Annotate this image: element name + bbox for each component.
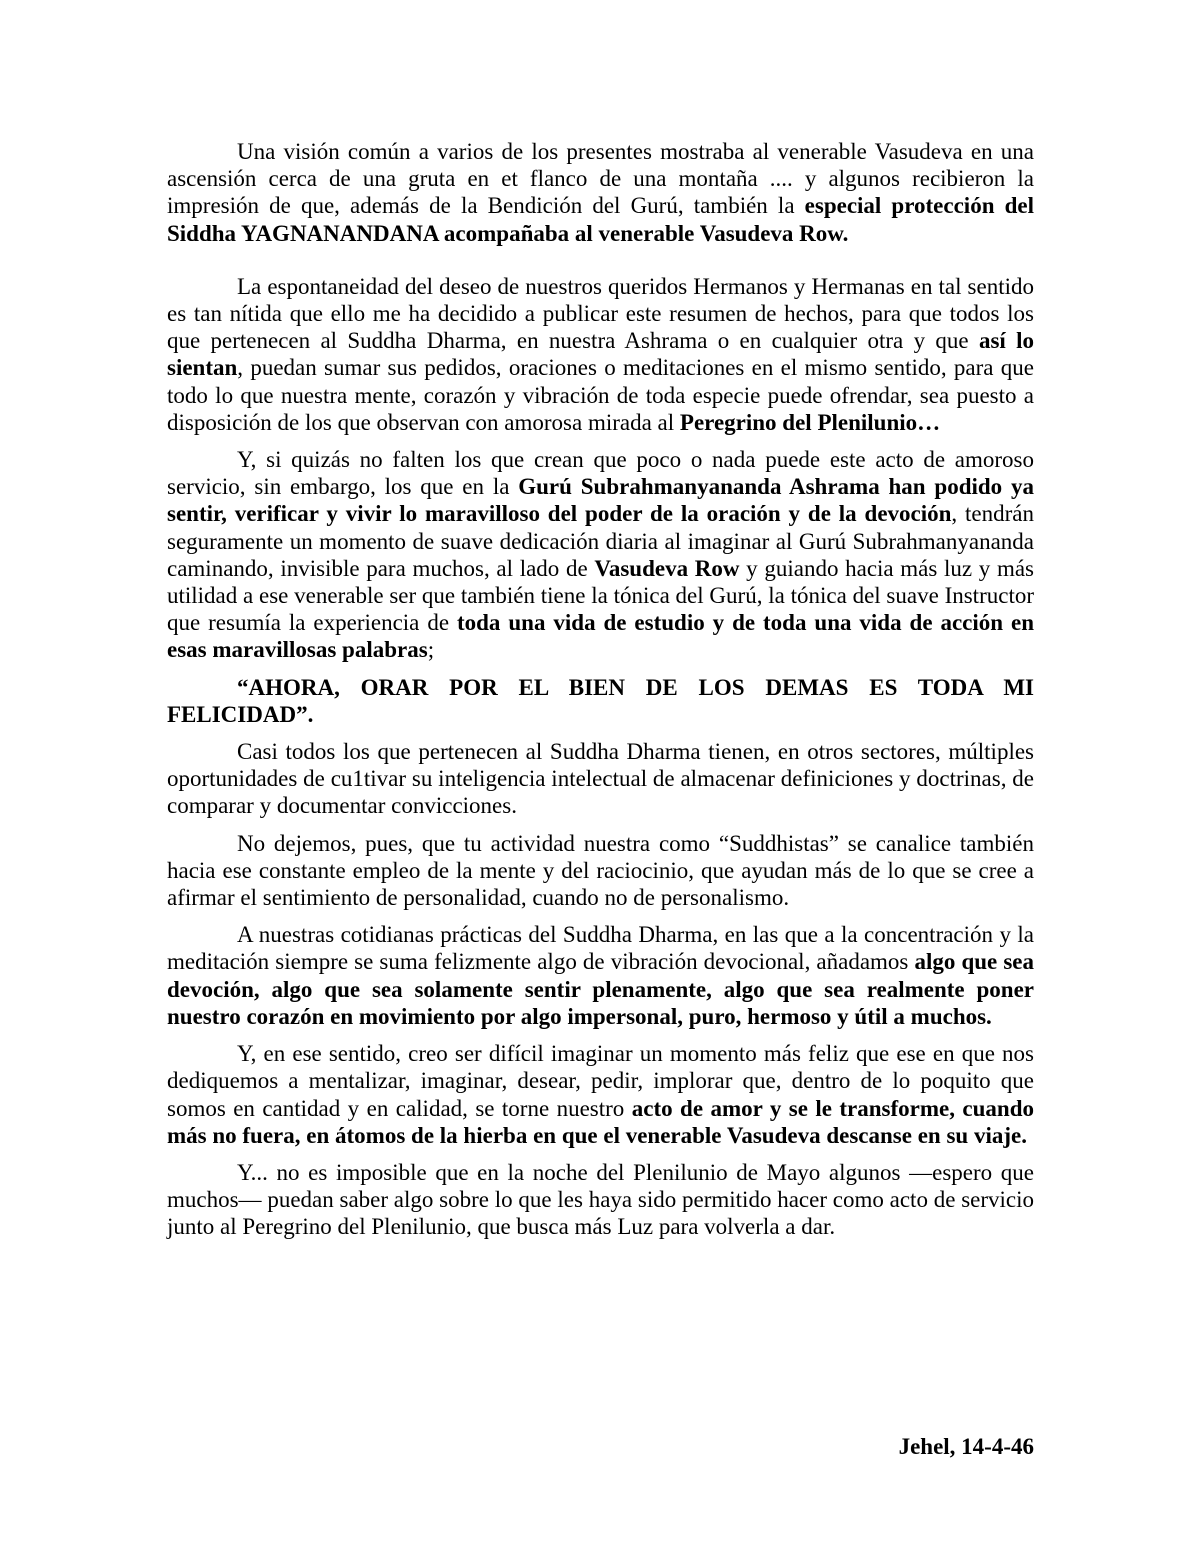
- paragraph-4: [167, 738, 1034, 820]
- paragraph-6: [167, 921, 1034, 1030]
- paragraph-1: [167, 138, 1034, 247]
- quote-heading: [167, 674, 1034, 728]
- bold-text-run: Gurú Subrahmanyananda Ashrama han podido ya sentir, verificar y vivir lo maravilloso del poder de la oración y de la devoción: [167, 474, 1034, 527]
- text-run: Y, si quizás no falten los que crean que poco o nada puede este acto de amoroso servicio, sin embargo, los que en la: [167, 447, 1034, 500]
- paragraph-3: [167, 446, 1034, 664]
- paragraph-5: [167, 830, 1034, 912]
- signature: Jehel, 14-4-46: [898, 1434, 1034, 1459]
- bold-text-run: toda una vida de estudio y de toda una vida de acción en esas maravillosas palabras: [167, 610, 1035, 663]
- bold-text-run: “AHORA, ORAR POR EL BIEN DE LOS DEMAS ES TODA MI FELICIDAD”.: [167, 674, 1034, 727]
- paragraph-8: [167, 1159, 1034, 1241]
- text-run: No dejemos, pues, que tu actividad nuestra como “Suddhistas” se canalice también hacia ese constante empleo de la mente y del raciocinio, que ayudan más de lo que se cree a afirmar el sentimiento de personalidad, cuando no de personalismo.: [167, 830, 1034, 911]
- bold-text-run: especial protección del Siddha YAGNANANDANA acompañaba al venerable Vasudeva Row.: [167, 193, 1034, 246]
- text-run: La espontaneidad del deseo de nuestros queridos Hermanos y Hermanas en tal sentido es tan nítida que ello me ha decidido a publicar este resumen de hechos, para que todos los que pertenecen al Suddha Dharma, en nuestra Ashrama o en cualquier otra y que: [167, 273, 1034, 354]
- paragraph-2: [167, 273, 1034, 436]
- bold-text-run: algo que sea devoción, algo que sea solamente sentir plenamente, algo que sea realmente poner nuestro corazón en movimiento por algo impersonal, puro, hermoso y útil a muchos.: [167, 949, 1034, 1029]
- bold-text-run: Vasudeva Row: [594, 555, 740, 581]
- bold-text-run: Peregrino del Plenilunio…: [679, 409, 941, 435]
- text-run: Casi todos los que pertenecen al Suddha Dharma tienen, en otros sectores, múltiples oportunidades de cu1tivar su inteligencia intelectual de almacenar definiciones y doctrinas, de comparar y documentar convicciones.: [167, 739, 1034, 819]
- text-run: Y... no es imposible que en la noche del Plenilunio de Mayo algunos —espero que muchos— puedan saber algo sobre lo que les haya sido permitido hacer como acto de servicio junto al Peregrino del Plenilunio, que busca más Luz para volverla a dar.: [167, 1159, 1034, 1240]
- text-run: A nuestras cotidianas prácticas del Suddha Dharma, en las que a la concentración y la meditación siempre se suma felizmente algo de vibración devocional, añadamos: [167, 922, 1034, 975]
- text-run: , puedan sumar sus pedidos, oraciones o meditaciones en el mismo sentido, para que todo lo que nuestra mente, corazón y vibración de toda especie puede ofrendar, sea puesto a disposición de los que observan con amorosa mirada al: [167, 355, 1034, 435]
- paragraph-7: [167, 1040, 1034, 1149]
- document-body: [167, 138, 1034, 1241]
- text-run: Y, en ese sentido, creo ser difícil imaginar un momento más feliz que ese en que nos dediquemos a mentalizar, imaginar, desear, pedir, implorar que, dentro de lo poquito que somos en cantidad y en calidad, se torne nuestro: [167, 1041, 1034, 1121]
- text-run: ;: [427, 637, 435, 663]
- text-run: y guiando hacia más luz y más utilidad a ese venerable ser que también tiene la tónica del Gurú, la tónica del suave Instructor que resumía la experiencia de: [167, 555, 1035, 636]
- text-run: Una visión común a varios de los presentes mostraba al venerable Vasudeva en una ascensión cerca de una gruta en et flanco de una montaña .... y algunos recibieron la impresión de que, además de la Bendición del Gurú, también la: [167, 139, 1034, 219]
- text-run: , tendrán seguramente un momento de suave dedicación diaria al imaginar al Gurú Subrahmanyananda caminando, invisible para muchos, al lado de: [167, 501, 1034, 581]
- bold-text-run: acto de amor y se le transforme, cuando más no fuera, en átomos de la hierba en que el venerable Vasudeva descanse en su viaje.: [167, 1095, 1034, 1148]
- bold-text-run: así lo sientan: [167, 328, 1034, 381]
